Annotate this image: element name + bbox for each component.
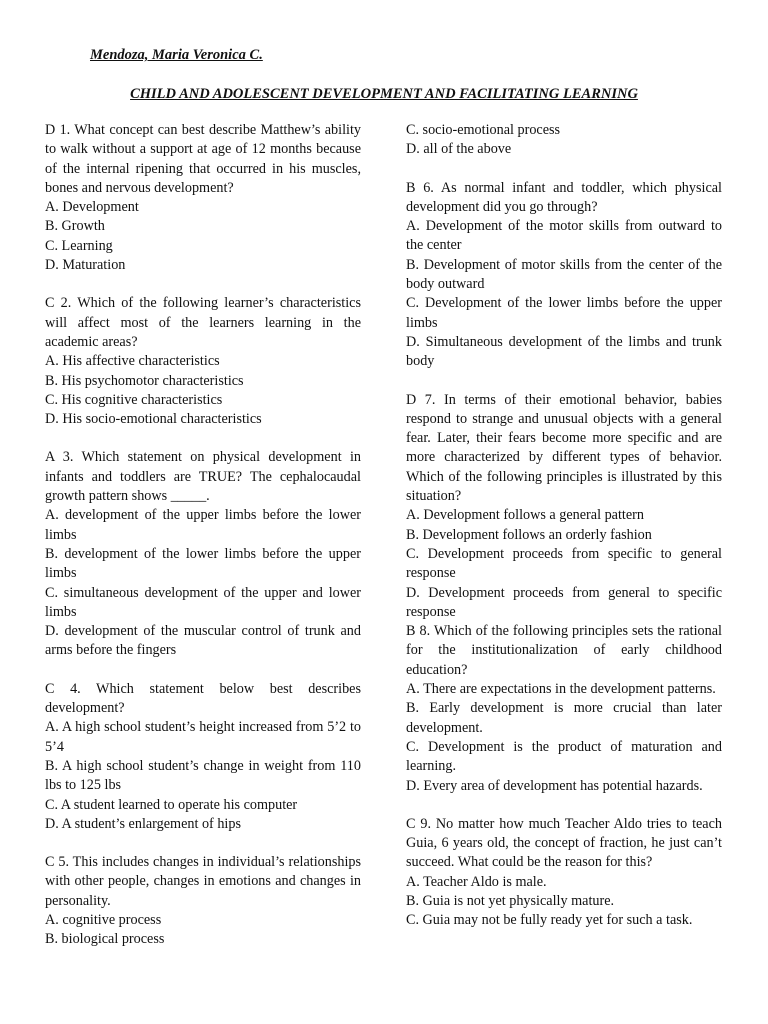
- option-d: D. Simultaneous development of the limbs and trunk body: [406, 333, 722, 370]
- question-4: [45, 680, 361, 834]
- question-6: [406, 179, 722, 372]
- author-name: Mendoza, Maria Veronica C.: [90, 47, 263, 63]
- option-a: A. Development: [45, 199, 139, 216]
- question-stem: C 4. Which statement below best describes development?: [45, 680, 361, 717]
- option-b: B. Growth: [45, 218, 105, 235]
- option-d: D. His socio-emotional characteristics: [45, 411, 262, 428]
- question-8: [406, 622, 722, 796]
- question-stem: B 6. As normal infant and toddler, which physical development did you go through?: [406, 179, 722, 215]
- question-stem: C 9. No matter how much Teacher Aldo tries to teach Guia, 6 years old, the concept of fraction, he just can’t succeed. What could be the reason for this?: [406, 815, 722, 871]
- option-c: C. socio-emotional process: [406, 122, 561, 138]
- question-3: [45, 448, 361, 660]
- document-title: CHILD AND ADOLESCENT DEVELOPMENT AND FACILITATING LEARNING: [130, 86, 638, 102]
- question-5: [45, 853, 361, 949]
- option-d: D. Every area of development has potential hazards.: [406, 777, 703, 794]
- question-stem: C 5. This includes changes in individual’s relationships with other people, changes in emotions and changes in personality.: [45, 854, 361, 909]
- option-b: B. Guia is not yet physically mature.: [406, 892, 615, 909]
- right-column: [406, 121, 722, 931]
- question-7: [406, 391, 722, 623]
- option-a: A. Development follows a general pattern: [406, 507, 644, 524]
- option-a: A. Teacher Aldo is male.: [406, 873, 547, 890]
- option-d: D. Development proceeds from general to specific response: [406, 584, 722, 620]
- question-5-continued: [406, 121, 722, 160]
- option-c: C. simultaneous development of the upper and lower limbs: [45, 584, 361, 620]
- option-d: D. all of the above: [406, 141, 512, 158]
- option-b: B. A high school student’s change in weight from 110 lbs to 125 lbs: [45, 757, 361, 794]
- option-c: C. Development proceeds from specific to general response: [406, 545, 722, 582]
- option-c: C. His cognitive characteristics: [45, 391, 223, 408]
- question-stem: C 2. Which of the following learner’s characteristics will affect most of the learners learning in the academic areas?: [45, 295, 361, 350]
- option-b: B. Development follows an orderly fashion: [406, 526, 652, 543]
- question-9: [406, 815, 722, 931]
- question-stem: B 8. Which of the following principles sets the rational for the institutionalization of early childhood education?: [406, 623, 722, 678]
- option-c: C. A student learned to operate his computer: [45, 796, 298, 813]
- option-b: B. Development of motor skills from the center of the body outward: [406, 256, 722, 293]
- question-stem: A 3. Which statement on physical development in infants and toddlers are TRUE? The cephalocaudal growth pattern shows _____.: [45, 449, 361, 505]
- option-a: A. A high school student’s height increased from 5’2 to 5’4: [45, 719, 361, 755]
- option-d: D. Maturation: [45, 257, 126, 274]
- option-a: A. His affective characteristics: [45, 353, 220, 370]
- option-b: B. development of the lower limbs before the upper limbs: [45, 545, 361, 582]
- option-b: B. biological process: [45, 931, 165, 948]
- option-a: A. cognitive process: [45, 911, 162, 928]
- option-a: A. There are expectations in the development patterns.: [406, 681, 716, 698]
- option-c: C. Learning: [45, 237, 113, 254]
- question-stem: D 1. What concept can best describe Matthew’s ability to walk without a support at age of 12 months because of the internal ripening that occurred in his muscles, bones and nervous development?: [45, 122, 361, 196]
- option-c: C. Guia may not be fully ready yet for such a task.: [406, 912, 693, 929]
- left-column: [45, 121, 361, 950]
- option-d: D. A student’s enlargement of hips: [45, 815, 241, 832]
- option-c: C. Development of the lower limbs before the upper limbs: [406, 295, 722, 331]
- option-c: C. Development is the product of maturation and learning.: [406, 738, 722, 775]
- question-1: [45, 121, 361, 275]
- option-b: B. His psychomotor characteristics: [45, 372, 244, 389]
- option-a: A. Development of the motor skills from outward to the center: [406, 218, 722, 254]
- option-d: D. development of the muscular control of trunk and arms before the fingers: [45, 623, 361, 659]
- question-2: [45, 294, 361, 429]
- option-b: B. Early development is more crucial than later development.: [406, 700, 722, 736]
- question-stem: D 7. In terms of their emotional behavior, babies respond to strange and unusual objects with a general fear. Later, their fears become more specific and are more characterized by different types of behavior. Which of the following principles is illustrated by this situation?: [406, 391, 722, 505]
- option-a: A. development of the upper limbs before the lower limbs: [45, 507, 361, 543]
